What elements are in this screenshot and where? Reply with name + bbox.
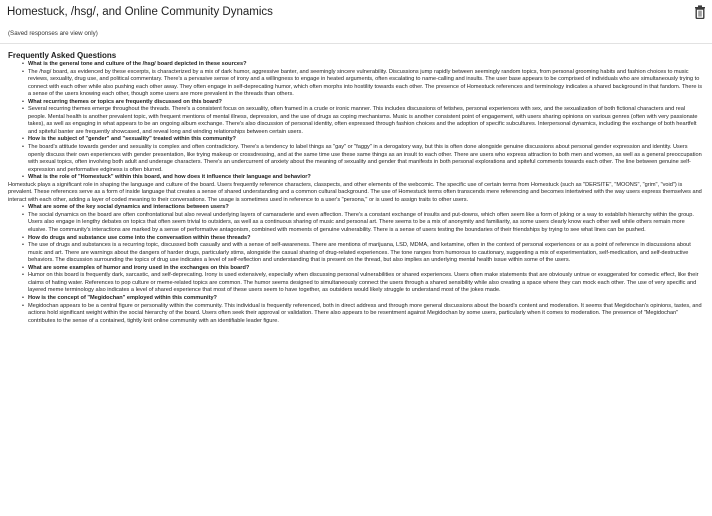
question: • What is the role of "Homestuck" within this board, and how does it influence their language and behavior? — [8, 174, 704, 182]
answer: • The board's attitude towards gender and sexuality is complex and often contradictory. There's a tendency to label things as "gay" or "faggy" in a derogatory way, but this is often done alongside genuine discussions about personal gender expression and identity. Users openly discuss their own experiences with gender presentation, like trying makeup or crossdressing, and at the same time use these same things as an insult to each other. There are users who express attraction to both men and women, as well as a general preoccupation with sexual topics, often involving both adult and underage characters. There's an undercurrent of anxiety about the meaning of sexuality and gender that manifests in both personal explorations and spiteful comments towards each other. The line between genuine self-expression and performative edginess is often blurred. — [8, 144, 704, 174]
page-title: Homestuck, /hsg/, and Online Community Dynamics — [7, 6, 273, 18]
question: • How is the subject of "gender" and "sexuality" treated within this community? — [8, 136, 704, 144]
answer: • The use of drugs and substances is a recurring topic, discussed both casually and with a sense of self-awareness. There are mentions of marijuana, LSD, MDMA, and ketamine, often in the context of personal experiences or as a point of reference in discussions about music and art. There are warnings about the dangers of harder drugs, particularly stims, alongside the casual sharing of drug-related experiences. The tone ranges from humorous to cautionary, suggesting a mix of experimentation, self-medication, and self-destructive behaviors. The discussion surrounding the topics of drug use indicates a level of self-reflection and understanding that is present on the thread, but also implies an underlying mental health issue within some of the users. — [8, 242, 704, 265]
question: • How do drugs and substance use come into the conversation within these threads? — [8, 235, 704, 243]
header — [0, 0, 712, 26]
answer: • Megidochan appears to be a central figure or personality within the community. This individual is frequently referenced, both in direct address and through more general discussions about the board's content and moderation. It seems that Megidochan's opinions, tastes, and actions hold significant weight within the social hierarchy of the board. Users often seek their approval or validation. There also appears to be resentment against Megidochan by some users, particularly when it comes to moderation. The presence of "Megidochan" contributes to the sense of a contained, tightly knit online community with an identifiable leader figure. — [8, 303, 704, 326]
answer: • The /hsg/ board, as evidenced by these excerpts, is characterized by a mix of dark humor, aggressive banter, and seemingly sincere vulnerability. Discussions jump rapidly between seemingly random topics, from personal grooming habits and fashion choices to music reviews, sexuality, drug use, and political commentary. There's a pervasive sense of irony and a willingness to engage in heated arguments, often escalating to name-calling and insults. The user base appears to be comprised of individuals who are simultaneously trying to connect with each other while also pushing each other away. They often engage in self-deprecating humor, which often morphs into hostility towards each other. The presence of Homestuck references and terminology indicates a shared background in that fandom. There is a sense of the users knowing each other, though some users are more prevalent in the threads than others. — [8, 69, 704, 99]
faq-list — [8, 61, 704, 182]
question: • What are some of the key social dynamics and interactions between users? — [8, 204, 704, 212]
answer: • Humor on this board is frequently dark, sarcastic, and self-deprecating. Irony is used extensively, especially when discussing personal vulnerabilities or shared experiences. Users often make statements that are obviously untrue or exaggerated for comedic effect, like their claims of hating water. References to pop culture or meme-related topics are common. The humor seems designed to simultaneously connect the users through a shared sensibility while also creating a space where they can mock each other. The use of very specific and layered meme terminology also indicates a level of shared experience that most of these users seem to have together, as outsiders would likely struggle to understand most of the jokes made. — [8, 272, 704, 295]
faq-list — [8, 204, 704, 325]
question: • How is the concept of "Megidochan" employed within this community? — [8, 295, 704, 303]
view-only-notice: (Saved responses are view only) — [8, 30, 98, 37]
answer: • Several recurring themes emerge throughout the threads. There's a consistent focus on sexuality, often framed in a crude or ironic manner. This includes discussions of fetishes, personal experiences with sex, and the sexualization of both fictional characters and real people. Mental health is another prevalent topic, with frequent mentions of mental illness, depression, and the use of drugs as coping mechanisms. Music is another consistent point of engagement, with users sharing opinions on various genres (often with very passionate takes), as well as engaging in what appears to be an ongoing album exchange. There's also discussion of personal identity, often expressed through fashion choices and the adoption of specific subcultures. Interpersonal dynamics, including the exchange of both heartfelt and spiteful banter are frequently showcased, and reveal long and winding relationships between certain users. — [8, 106, 704, 136]
trash-icon[interactable] — [694, 5, 706, 19]
answer-paragraph: Homestuck plays a significant role in shaping the language and culture of the board. Users frequently reference characters, classpects, and other elements of the webcomic. The specific use of certain terms from Homestuck (such as "DERSITE", "MOONS", "grim", "void") is prevalent. These references serve as a form of inside language that creates a sense of shared understanding and a common cultural background. The use of Homestuck terms often transcends mere referencing and becomes intertwined with the way users express themselves and interact with each other, adding a layer of coded meaning to their conversations. The usage is sometimes used in reference to a user's "persona," or is used to assign traits to other users. — [8, 181, 702, 203]
answer: • The social dynamics on the board are often confrontational but also reveal underlying layers of camaraderie and even affection. There's a constant exchange of insults and put-downs, which often seem like a form of joking or a way to establish hierarchy within the group. Users also engage in lengthy debates on topics that often seem trivial to outsiders, as well as a continuous sharing of music and personal art. There seems to be a mix of anonymity and familiarity, as some users clearly know each other well while others remain more elusive. The community's interactions are marked by a sense of performative antagonism, combined with moments of genuine vulnerability. There is a sense of users testing the boundaries of their friendships by trying to see what lines can be pushed. — [8, 212, 704, 235]
question: • What are some examples of humor and irony used in the exchanges on this board? — [8, 265, 704, 273]
faq-section — [0, 44, 712, 325]
faq-heading: Frequently Asked Questions — [8, 51, 117, 60]
question: • What recurring themes or topics are frequently discussed on this board? — [8, 99, 704, 107]
question: • What is the general tone and culture of the /hsg/ board depicted in these sources? — [8, 61, 704, 69]
